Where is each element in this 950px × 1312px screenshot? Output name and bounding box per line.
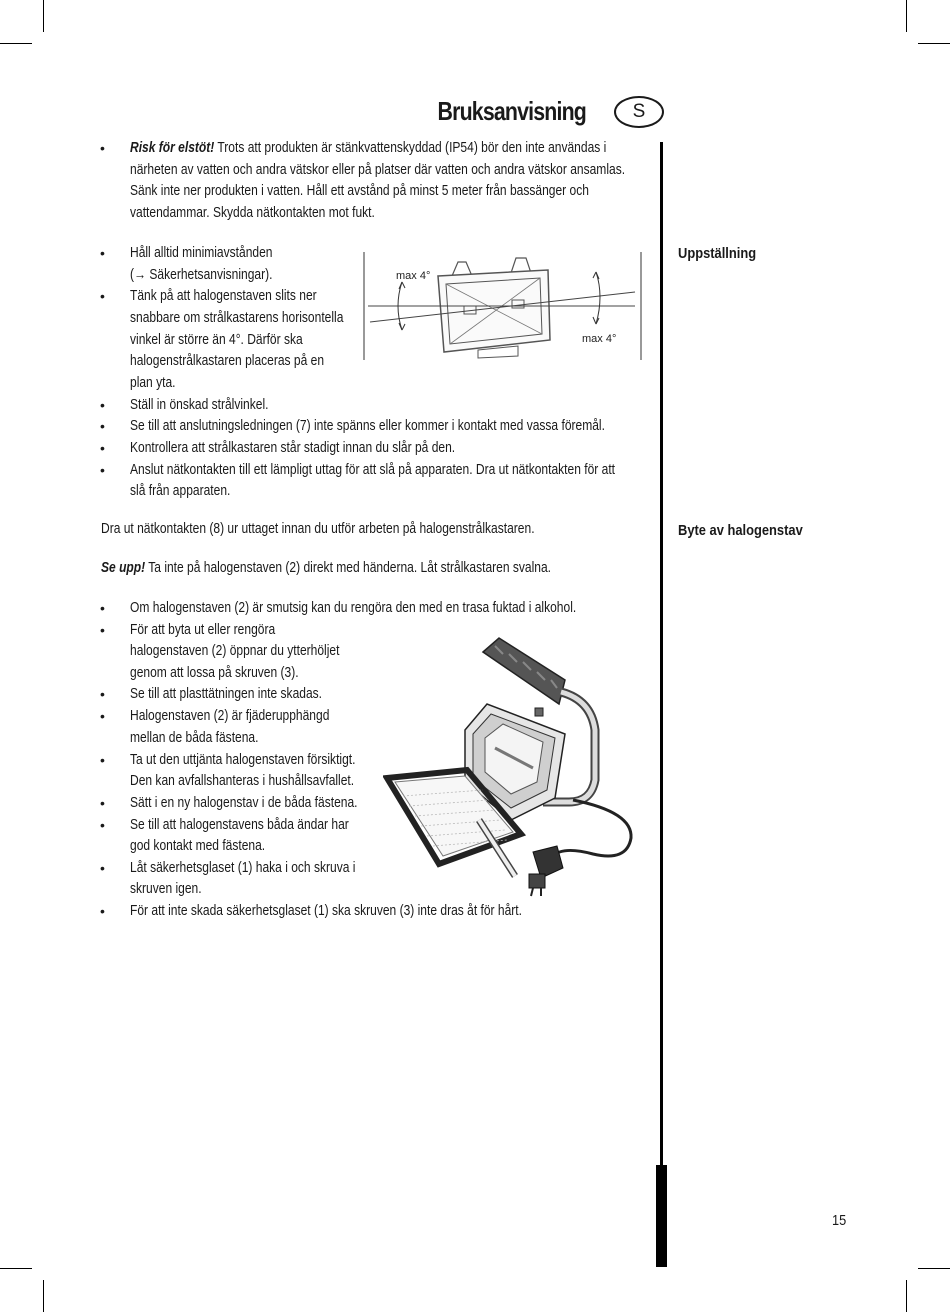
bullet: • xyxy=(100,817,105,833)
text-line: Låt säkerhetsglaset (1) haka i och skruva i xyxy=(130,860,356,876)
unplug-paragraph: Dra ut nätkontakten (8) ur uttaget innan du utför arbeten på halogenstrålkastaren. xyxy=(101,521,535,537)
caution-label: Se upp! xyxy=(101,560,146,576)
crop-mark xyxy=(43,1280,44,1312)
language-badge: S xyxy=(614,96,664,128)
text-line: Kontrollera att strålkastaren står stadigt innan du slår på den. xyxy=(130,440,456,456)
thumb-tab-bar xyxy=(656,1165,667,1267)
text-line: Se till att halogenstavens båda ändar har xyxy=(130,817,349,833)
text-line: vattendammar. Skydda nätkontakten mot fukt. xyxy=(130,205,375,221)
page-title: Bruksanvisning xyxy=(437,96,586,126)
bullet: • xyxy=(100,903,105,919)
text-line: plan yta. xyxy=(130,375,176,391)
crop-mark xyxy=(906,1280,907,1312)
bullet: • xyxy=(100,245,105,261)
bullet: • xyxy=(100,440,105,456)
bullet: • xyxy=(100,418,105,434)
bullet: • xyxy=(100,708,105,724)
crop-mark xyxy=(906,0,907,32)
tilt-angle-figure xyxy=(360,248,645,366)
warning-label: Risk för elstöt! xyxy=(130,140,215,156)
page-number: 15 xyxy=(832,1212,847,1229)
column-divider xyxy=(660,142,663,1267)
bullet: • xyxy=(100,860,105,876)
bullet: • xyxy=(100,397,105,413)
bullet: • xyxy=(100,686,105,702)
text-line: halogenstaven (2) öppnar du ytterhöljet xyxy=(130,643,340,659)
floodlight-figure xyxy=(383,630,643,900)
bullet: • xyxy=(100,288,105,304)
crop-mark xyxy=(918,43,950,44)
text-line: halogenstrålkastaren placeras på en xyxy=(130,353,325,369)
angle-label-left: max 4° xyxy=(396,270,431,282)
caution-text: Ta inte på halogenstaven (2) direkt med händerna. Låt strålkastaren svalna. xyxy=(145,560,552,576)
bullet: • xyxy=(100,462,105,478)
crop-mark xyxy=(918,1268,950,1269)
text-line: Se till att anslutningsledningen (7) inte spänns eller kommer i kontakt med vassa föremål. xyxy=(130,418,605,434)
bullet: • xyxy=(100,140,105,156)
text-line: vinkel är större än 4°. Därför ska xyxy=(130,332,303,348)
text-line: snabbare om strålkastarens horisontella xyxy=(130,310,344,326)
bullet: • xyxy=(100,795,105,811)
section-heading-replace: Byte av halogenstav xyxy=(678,522,803,539)
text-line: Halogenstaven (2) är fjäderupphängd xyxy=(130,708,330,724)
text-line: Ta ut den uttjänta halogenstaven försiktigt. xyxy=(130,752,356,768)
crop-mark xyxy=(0,1268,32,1269)
crop-mark xyxy=(43,0,44,32)
text-line: Se till att plasttätningen inte skadas. xyxy=(130,686,323,702)
text-line: slå från apparaten. xyxy=(130,483,231,499)
text-line: god kontakt med fästena. xyxy=(130,838,266,854)
text-line: Ställ in önskad strålvinkel. xyxy=(130,397,269,413)
caution-line xyxy=(101,558,551,580)
text-line: Sänk inte ner produkten i vatten. Håll ett avstånd på minst 5 meter från bassänger och xyxy=(130,183,589,199)
crop-mark xyxy=(0,43,32,44)
text-line: Den kan avfallshanteras i hushållsavfallet. xyxy=(130,773,355,789)
angle-label-right: max 4° xyxy=(582,333,617,345)
text-line: Sätt i en ny halogenstav i de båda fästena. xyxy=(130,795,358,811)
text-line: Anslut nätkontakten till ett lämpligt uttag för att slå på apparaten. Dra ut nätkontakten för att xyxy=(130,462,616,478)
text-line: mellan de båda fästena. xyxy=(130,730,259,746)
text-line: Om halogenstaven (2) är smutsig kan du rengöra den med en trasa fuktad i alkohol. xyxy=(130,600,577,616)
text-line: För att inte skada säkerhetsglaset (1) ska skruven (3) inte dras åt för hårt. xyxy=(130,903,522,919)
text-line: Tänk på att halogenstaven slits ner xyxy=(130,288,317,304)
bullet: • xyxy=(100,752,105,768)
bullet: • xyxy=(100,600,105,616)
text-line: Håll alltid minimiavstånden xyxy=(130,245,273,261)
bullet: • xyxy=(100,622,105,638)
text-line: skruven igen. xyxy=(130,881,202,897)
warning-line xyxy=(130,138,606,160)
text-line: närheten av vatten och andra vätskor eller på platser där vatten och andra vätskor ansamlas. xyxy=(130,162,626,178)
warning-text: Trots att produkten är stänkvattenskyddad (IP54) bör den inte användas i xyxy=(214,140,607,156)
text-line: (→ Säkerhetsanvisningar). xyxy=(130,267,273,283)
text-line: För att byta ut eller rengöra xyxy=(130,622,276,638)
section-heading-setup: Uppställning xyxy=(678,245,757,262)
text-line: genom att lossa på skruven (3). xyxy=(130,665,299,681)
